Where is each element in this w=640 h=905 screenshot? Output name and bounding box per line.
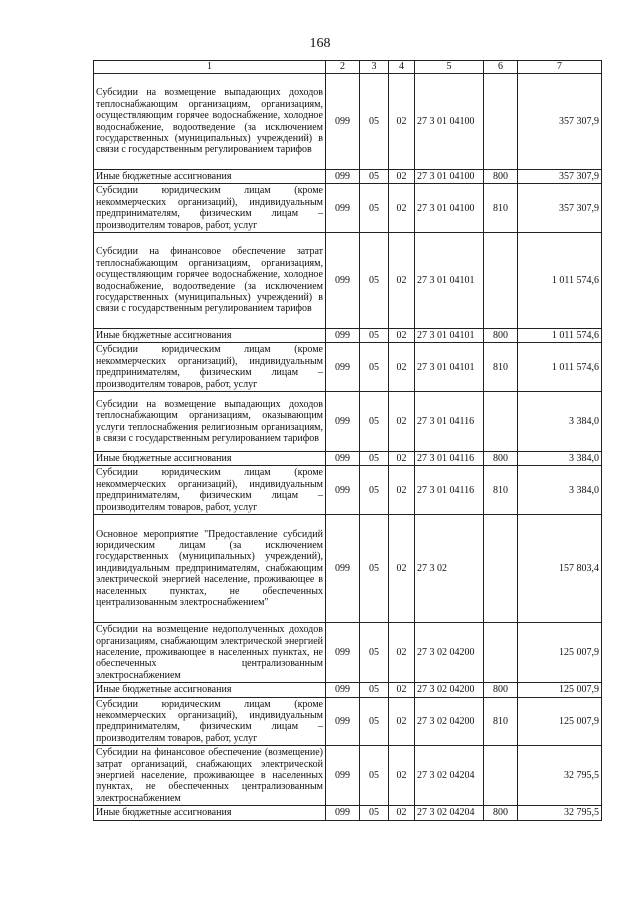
row-pr-cell: 02 [389,329,415,343]
row-sum-cell: 357 307,9 [518,184,602,233]
row-pr-cell: 02 [389,392,415,452]
row-vr-cell [484,392,518,452]
row-csr-cell: 27 3 01 04101 [415,343,484,392]
table-row [94,170,602,184]
row-csr-cell: 27 3 01 04101 [415,233,484,329]
row-pr-cell: 02 [389,806,415,820]
table-row [94,806,602,820]
row-name-cell: Субсидии юридическим лицам (кроме некоммерческих организаций), индивидуальным предпринимателям, физическим лицам – производителям товаров, работ, услуг [94,697,326,746]
row-pr-cell: 02 [389,343,415,392]
row-rz-cell: 05 [360,697,389,746]
row-gr-cell: 099 [326,452,360,466]
row-pr-cell: 02 [389,74,415,170]
row-sum-cell: 1 011 574,6 [518,233,602,329]
row-gr-cell: 099 [326,233,360,329]
row-name-cell: Субсидии юридическим лицам (кроме некоммерческих организаций), индивидуальным предпринимателям, физическим лицам – производителям товаров, работ, услуг [94,466,326,515]
row-rz-cell: 05 [360,184,389,233]
row-sum-cell: 125 007,9 [518,697,602,746]
row-rz-cell: 05 [360,806,389,820]
header-cell: 6 [484,61,518,74]
row-csr-cell: 27 3 01 04116 [415,466,484,515]
row-gr-cell: 099 [326,623,360,683]
row-csr-cell: 27 3 02 04204 [415,806,484,820]
row-csr-cell: 27 3 02 04200 [415,683,484,697]
table-row [94,233,602,329]
row-rz-cell: 05 [360,392,389,452]
row-pr-cell: 02 [389,170,415,184]
header-cell: 7 [518,61,602,74]
row-rz-cell: 05 [360,683,389,697]
row-vr-cell [484,623,518,683]
row-csr-cell: 27 3 01 04100 [415,184,484,233]
table-row [94,623,602,683]
row-name-cell: Субсидии на возмещение выпадающих доходов теплоснабжающим организациям, организациям, осуществляющим горячее водоснабжение, холодное водоснабжение, водоотведение (за исключением государственных (муниципальных) учреждений) в связи с государственным регулированием тарифов [94,74,326,170]
row-sum-cell: 3 384,0 [518,466,602,515]
header-cell: 2 [326,61,360,74]
table-row [94,466,602,515]
row-pr-cell: 02 [389,184,415,233]
row-gr-cell: 099 [326,697,360,746]
row-sum-cell: 3 384,0 [518,452,602,466]
row-vr-cell: 800 [484,452,518,466]
row-csr-cell: 27 3 01 04101 [415,329,484,343]
row-sum-cell: 157 803,4 [518,515,602,623]
row-vr-cell [484,233,518,329]
row-sum-cell: 357 307,9 [518,74,602,170]
table-row [94,74,602,170]
header-cell: 4 [389,61,415,74]
row-pr-cell: 02 [389,466,415,515]
row-name-cell: Субсидии юридическим лицам (кроме некоммерческих организаций), индивидуальным предпринимателям, физическим лицам – производителям товаров, работ, услуг [94,343,326,392]
row-pr-cell: 02 [389,233,415,329]
row-name-cell: Иные бюджетные ассигнования [94,452,326,466]
row-rz-cell: 05 [360,233,389,329]
row-csr-cell: 27 3 01 04116 [415,392,484,452]
row-csr-cell: 27 3 02 04200 [415,697,484,746]
row-rz-cell: 05 [360,746,389,806]
table-row [94,697,602,746]
row-sum-cell: 1 011 574,6 [518,343,602,392]
row-rz-cell: 05 [360,466,389,515]
table-row [94,515,602,623]
row-vr-cell: 810 [484,697,518,746]
row-gr-cell: 099 [326,466,360,515]
row-pr-cell: 02 [389,515,415,623]
row-gr-cell: 099 [326,329,360,343]
row-pr-cell: 02 [389,746,415,806]
row-name-cell: Субсидии на финансовое обеспечение (возмещение) затрат организаций, снабжающих электрической энергией население, проживающее в населенных пунктах, не обеспеченных централизованным электроснабжением [94,746,326,806]
row-gr-cell: 099 [326,74,360,170]
row-vr-cell [484,515,518,623]
table-row [94,683,602,697]
row-name-cell: Иные бюджетные ассигнования [94,806,326,820]
row-rz-cell: 05 [360,329,389,343]
row-rz-cell: 05 [360,170,389,184]
row-vr-cell: 800 [484,170,518,184]
row-vr-cell: 810 [484,466,518,515]
row-csr-cell: 27 3 02 04204 [415,746,484,806]
row-name-cell: Иные бюджетные ассигнования [94,170,326,184]
row-rz-cell: 05 [360,74,389,170]
row-vr-cell [484,746,518,806]
row-sum-cell: 3 384,0 [518,392,602,452]
row-csr-cell: 27 3 01 04100 [415,170,484,184]
row-csr-cell: 27 3 02 [415,515,484,623]
row-sum-cell: 32 795,5 [518,806,602,820]
row-pr-cell: 02 [389,697,415,746]
row-sum-cell: 1 011 574,6 [518,329,602,343]
row-gr-cell: 099 [326,343,360,392]
header-cell: 3 [360,61,389,74]
row-csr-cell: 27 3 01 04100 [415,74,484,170]
row-name-cell: Иные бюджетные ассигнования [94,683,326,697]
table-row [94,329,602,343]
budget-table [93,60,602,821]
row-gr-cell: 099 [326,392,360,452]
page-number: 168 [309,36,331,51]
row-gr-cell: 099 [326,746,360,806]
table-row [94,746,602,806]
row-sum-cell: 125 007,9 [518,683,602,697]
row-vr-cell: 810 [484,184,518,233]
row-csr-cell: 27 3 02 04200 [415,623,484,683]
table-row [94,184,602,233]
row-vr-cell: 800 [484,806,518,820]
row-name-cell: Основное мероприятие "Предоставление субсидий юридическим лицам (за исключением государственных (муниципальных) учреждений), индивидуальным предпринимателям, снабжающим электрической энергией население, проживающее в населенных пунктах, не обеспеченных централизованным электроснабжением" [94,515,326,623]
row-sum-cell: 32 795,5 [518,746,602,806]
row-rz-cell: 05 [360,343,389,392]
row-rz-cell: 05 [360,452,389,466]
row-name-cell: Иные бюджетные ассигнования [94,329,326,343]
row-vr-cell: 800 [484,683,518,697]
row-pr-cell: 02 [389,623,415,683]
row-gr-cell: 099 [326,184,360,233]
row-rz-cell: 05 [360,515,389,623]
row-pr-cell: 02 [389,683,415,697]
row-vr-cell: 800 [484,329,518,343]
row-sum-cell: 357 307,9 [518,170,602,184]
row-csr-cell: 27 3 01 04116 [415,452,484,466]
row-gr-cell: 099 [326,515,360,623]
row-vr-cell [484,74,518,170]
table-row [94,343,602,392]
row-pr-cell: 02 [389,452,415,466]
row-name-cell: Субсидии на финансовое обеспечение затрат теплоснабжающим организациям, организациям, осуществляющим горячее водоснабжение, холодное водоснабжение, водоотведение (за исключением государственных (муниципальных) учреждений) в связи с государственным регулированием тарифов [94,233,326,329]
header-cell: 5 [415,61,484,74]
header-row [94,61,602,74]
row-rz-cell: 05 [360,623,389,683]
row-gr-cell: 099 [326,683,360,697]
row-name-cell: Субсидии на возмещение выпадающих доходов теплоснабжающим организациям, оказывающим услуги теплоснабжения религиозным организациям, в связи с государственным регулированием тарифов [94,392,326,452]
row-vr-cell: 810 [484,343,518,392]
header-cell: 1 [94,61,326,74]
row-gr-cell: 099 [326,806,360,820]
table-row [94,392,602,452]
row-sum-cell: 125 007,9 [518,623,602,683]
row-gr-cell: 099 [326,170,360,184]
table-row [94,452,602,466]
row-name-cell: Субсидии юридическим лицам (кроме некоммерческих организаций), индивидуальным предпринимателям, физическим лицам – производителям товаров, работ, услуг [94,184,326,233]
row-name-cell: Субсидии на возмещение недополученных доходов организациям, снабжающим электрической энергией население, проживающее в населенных пунктах, не обеспеченных централизованным электроснабжением [94,623,326,683]
